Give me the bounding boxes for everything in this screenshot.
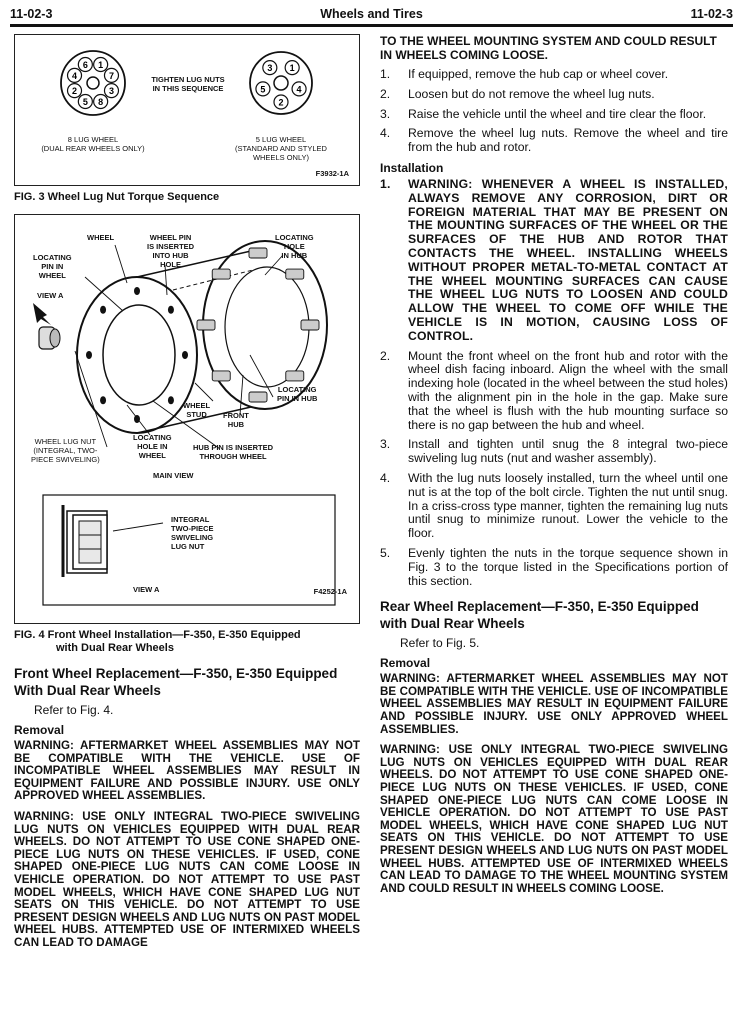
label-locating-hole-wheel: LOCATING HOLE IN WHEEL [133, 433, 172, 460]
lug-number: 4 [296, 84, 302, 95]
label-view-a: VIEW A [37, 291, 64, 300]
lug-number: 4 [72, 70, 78, 81]
fig4-box [14, 214, 360, 624]
installation-steps [380, 178, 728, 588]
leader-lines [75, 245, 283, 449]
label-front-hub: FRONT HUB [223, 411, 249, 429]
label-locating-hole-hub: LOCATING HOLE IN HUB [275, 233, 314, 260]
lug-number: 2 [72, 86, 78, 97]
list-item: 5. Evenly tighten the nuts in the torque sequence shown in Fig. 3 to the torque listed in the Specifications portion of this section. [380, 545, 728, 588]
stud-hole [134, 415, 140, 423]
wheel-stud [249, 248, 267, 258]
page-number-right: 11-02-3 [690, 7, 733, 21]
lug-number: 5 [82, 96, 88, 107]
lug-number: 3 [108, 86, 114, 97]
header-rule [10, 24, 733, 27]
front-removal-heading: Removal [14, 723, 65, 737]
list-item: 4. With the lug nuts loosely installed, turn the wheel until one nut is at the top of the bolt circle. Tighten the nut until snug. In a criss-cross type manner, tighten the remaining lug nuts until snug to minimize runout. Lower the vehicle to the floor. [380, 470, 728, 541]
label-integral-lug-nut: INTEGRAL TWO-PIECE SWIVELING LUG NUT [171, 515, 214, 551]
lug-number: 3 [267, 63, 273, 74]
wheel-stud [301, 320, 319, 330]
eight-lug-wheel [61, 51, 125, 115]
continued-warning: TO THE WHEEL MOUNTING SYSTEM AND COULD RESULT IN WHEELS COMING LOOSE. [380, 34, 717, 62]
rear-wheel-heading: Rear Wheel Replacement—F-350, E-350 Equipped with Dual Rear Wheels [380, 599, 699, 632]
lug-number: 8 [98, 96, 104, 107]
label-wheel-lug-nut: WHEEL LUG NUT (INTEGRAL, TWO- PIECE SWIVELING) [31, 437, 100, 464]
five-lug-numbers [256, 61, 306, 109]
stud-hole [100, 396, 106, 404]
left-column [14, 34, 360, 958]
page-header [10, 4, 733, 26]
stud-hole [134, 287, 140, 295]
label-wheel-stud: WHEEL STUD [183, 401, 211, 419]
eight-lug-numbers [68, 58, 119, 109]
wheel-studs [197, 248, 319, 402]
lug-number: 5 [260, 84, 266, 95]
stud-hole [182, 351, 188, 359]
list-item: 2. Loosen but do not remove the wheel lug nuts. [380, 86, 655, 101]
label-hub-pin: HUB PIN IS INSERTED THROUGH WHEEL [193, 443, 274, 461]
list-item: 1. WARNING: WHENEVER A WHEEL IS INSTALLED, ALWAYS REMOVE ANY CORROSION, DIRT OR FOREIGN MATERIAL THAT MAY BE PRESENT ON THE MOUNTING SURFACES OF THE WHEEL OR THE SURFACES OF THE HUB AND ROTOR THAT CONTACTS THE WHEEL. INSTALLING WHEELS WITHOUT PROPER METAL-TO-METAL CONTACT AT THE WHEEL MOUNTING SURFACES CAN CAUSE THE WHEEL LUG NUTS TO LOOSEN AND COULD ALLOW THE WHEEL TO COME OFF WHILE THE VEHICLE IS IN MOTION, CAUSING LOSS OF CONTROL. [380, 176, 728, 343]
list-item: 1. If equipped, remove the hub cap or wheel cover. [380, 67, 669, 81]
lug-number: 6 [82, 60, 88, 71]
list-item: 3. Raise the vehicle until the wheel and tire clear the floor. [380, 106, 707, 121]
wheel-stud [212, 269, 230, 279]
stud-hole [86, 351, 92, 359]
lug-number: 7 [108, 70, 114, 81]
front-wheel-heading: Front Wheel Replacement—F-350, E-350 Equipped With Dual Rear Wheels [14, 666, 338, 698]
fig4-caption-line1: FIG. 4 Front Wheel Installation—F-350, E-350 Equipped [14, 629, 301, 641]
fig3-five-label: 5 LUG WHEEL (STANDARD AND STYLED WHEELS ONLY) [235, 135, 327, 162]
wheel-stud [212, 371, 230, 381]
right-column [380, 34, 728, 903]
fig3-caption: FIG. 3 Wheel Lug Nut Torque Sequence [14, 191, 220, 203]
wheel-stud [249, 392, 267, 402]
page-number-left: 11-02-3 [10, 7, 53, 21]
wheel-stud [286, 269, 304, 279]
integral-lug-nut-drawing [63, 505, 107, 577]
rear-wheel-ref: Refer to Fig. 5. [400, 636, 480, 651]
lug-number: 1 [98, 60, 104, 71]
list-item: 4. Remove the wheel lug nuts. Remove the wheel and tire from the hub and rotor. [380, 126, 728, 155]
list-item: 3. Install and tighten until snug the 8 integral two-piece swiveling lug nuts (nut and washer assembly). [380, 437, 728, 466]
list-item: 2. Mount the front wheel on the front hub and rotor with the wheel dish facing inboard. Align the wheel with the small indexing hole (located in the wheel between the stud holes) with the alignment pin in the hole in the gap. Make sure that the wheel is flush with the hub mounting surface so there is no gap between the hub and wheel. [380, 348, 728, 432]
stud-hole [168, 306, 174, 314]
installation-heading: Installation [380, 160, 444, 175]
view-a-arrow [33, 303, 51, 325]
section-title: Wheels and Tires [320, 7, 423, 21]
front-wheel-ref: Refer to Fig. 4. [34, 703, 114, 717]
label-locating-pin-hub: LOCATING PIN IN HUB [277, 385, 318, 403]
rear-warning-2: WARNING: USE ONLY INTEGRAL TWO-PIECE SWIVELING LUG NUTS ON VEHICLES EQUIPPED WITH DUAL REAR WHEELS. DO NOT ATTEMPT TO USE CONE SHAPED ONE-PIECE LUG NUTS ON THESE VEHICLES. IF USED, CONE SHAPED ONE-PIECE LUG NUTS CAN COME LOOSE IN VEHICLE OPERATION. DO NOT ATTEMPT TO USE PAST MODEL WHEELS, WHICH HAVE CONE SHAPED LUG NUT SEATS ON THIS VEHICLE. DO NOT ATTEMPT TO USE PRESENT DESIGN WHEELS AND LUG NUTS ON PAST MODEL WHEEL HUBS. ATTEMPTED USE OF INTERMIXED WHEELS CAN LEAD TO DAMAGE TO THE WHEEL MOUNTING SYSTEM AND COULD RESULT IN WHEELS COMING LOOSE. [380, 743, 728, 895]
fig3-sequence-label: TIGHTEN LUG NUTS IN THIS SEQUENCE [151, 75, 225, 93]
integral-leader [113, 523, 163, 531]
label-wheel-pin: WHEEL PIN IS INSERTED INTO HUB HOLE [147, 233, 195, 269]
fig4-caption [14, 629, 360, 655]
front-warning-2: WARNING: USE ONLY INTEGRAL TWO-PIECE SWIVELING LUG NUTS ON VEHICLES EQUIPPED WITH DUAL REAR WHEELS. DO NOT ATTEMPT TO USE CONE SHAPED ONE-PIECE LUG NUTS ON THESE VEHICLES. IF USED, CONE SHAPED ONE-PIECE LUG NUTS CAN COME LOOSE IN VEHICLE OPERATION. DO NOT ATTEMPT TO USE PAST MODEL WHEELS, WHICH HAVE CONE SHAPED LUG NUT SEATS ON THIS VEHICLE. DO NOT ATTEMPT TO USE PRESENT DESIGN WHEELS AND LUG NUTS ON PAST MODEL WHEEL HUBS. ATTEMPTED USE OF INTERMIXED WHEELS CAN LEAD TO DAMAGE [14, 809, 360, 949]
lug-nut-drawing [39, 327, 60, 349]
lug-number: 1 [289, 63, 295, 74]
stud-hole [168, 396, 174, 404]
stud-hole [100, 306, 106, 314]
wheel-stud-holes [86, 287, 188, 423]
rear-removal-heading: Removal [380, 656, 431, 671]
fig3-code: F3932-1A [315, 169, 349, 178]
fig4-code: F4252-1A [313, 587, 347, 596]
label-main-view: MAIN VIEW [153, 471, 194, 480]
lug-number: 2 [278, 97, 284, 108]
fig4-caption-line2: with Dual Rear Wheels [56, 642, 174, 654]
label-view-a-inset: VIEW A [133, 585, 160, 594]
fig3-eight-label: 8 LUG WHEEL (DUAL REAR WHEELS ONLY) [41, 135, 145, 153]
label-wheel: WHEEL [87, 233, 115, 242]
label-locating-pin-wheel: LOCATING PIN IN WHEEL [33, 253, 72, 280]
rear-warning-1: WARNING: AFTERMARKET WHEEL ASSEMBLIES MAY NOT BE COMPATIBLE WITH THE VEHICLE. USE OF INCOMPATIBLE WHEEL ASSEMBLIES MAY RESULT IN EQUIPMENT FAILURE AND POSSIBLE INJURY. USE ONLY APPROVED WHEEL ASSEMBLIES. [380, 672, 728, 736]
front-warning-1: WARNING: AFTERMARKET WHEEL ASSEMBLIES MAY NOT BE COMPATIBLE WITH THE VEHICLE. USE OF INCOMPATIBLE WHEEL ASSEMBLIES MAY RESULT IN EQUIPMENT FAILURE AND POSSIBLE INJURY. USE ONLY APPROVED WHEEL ASSEMBLIES. [14, 739, 360, 803]
wheel-stud [286, 371, 304, 381]
removal-steps [380, 68, 728, 155]
fig3-box [14, 34, 360, 186]
wheel-stud [197, 320, 215, 330]
